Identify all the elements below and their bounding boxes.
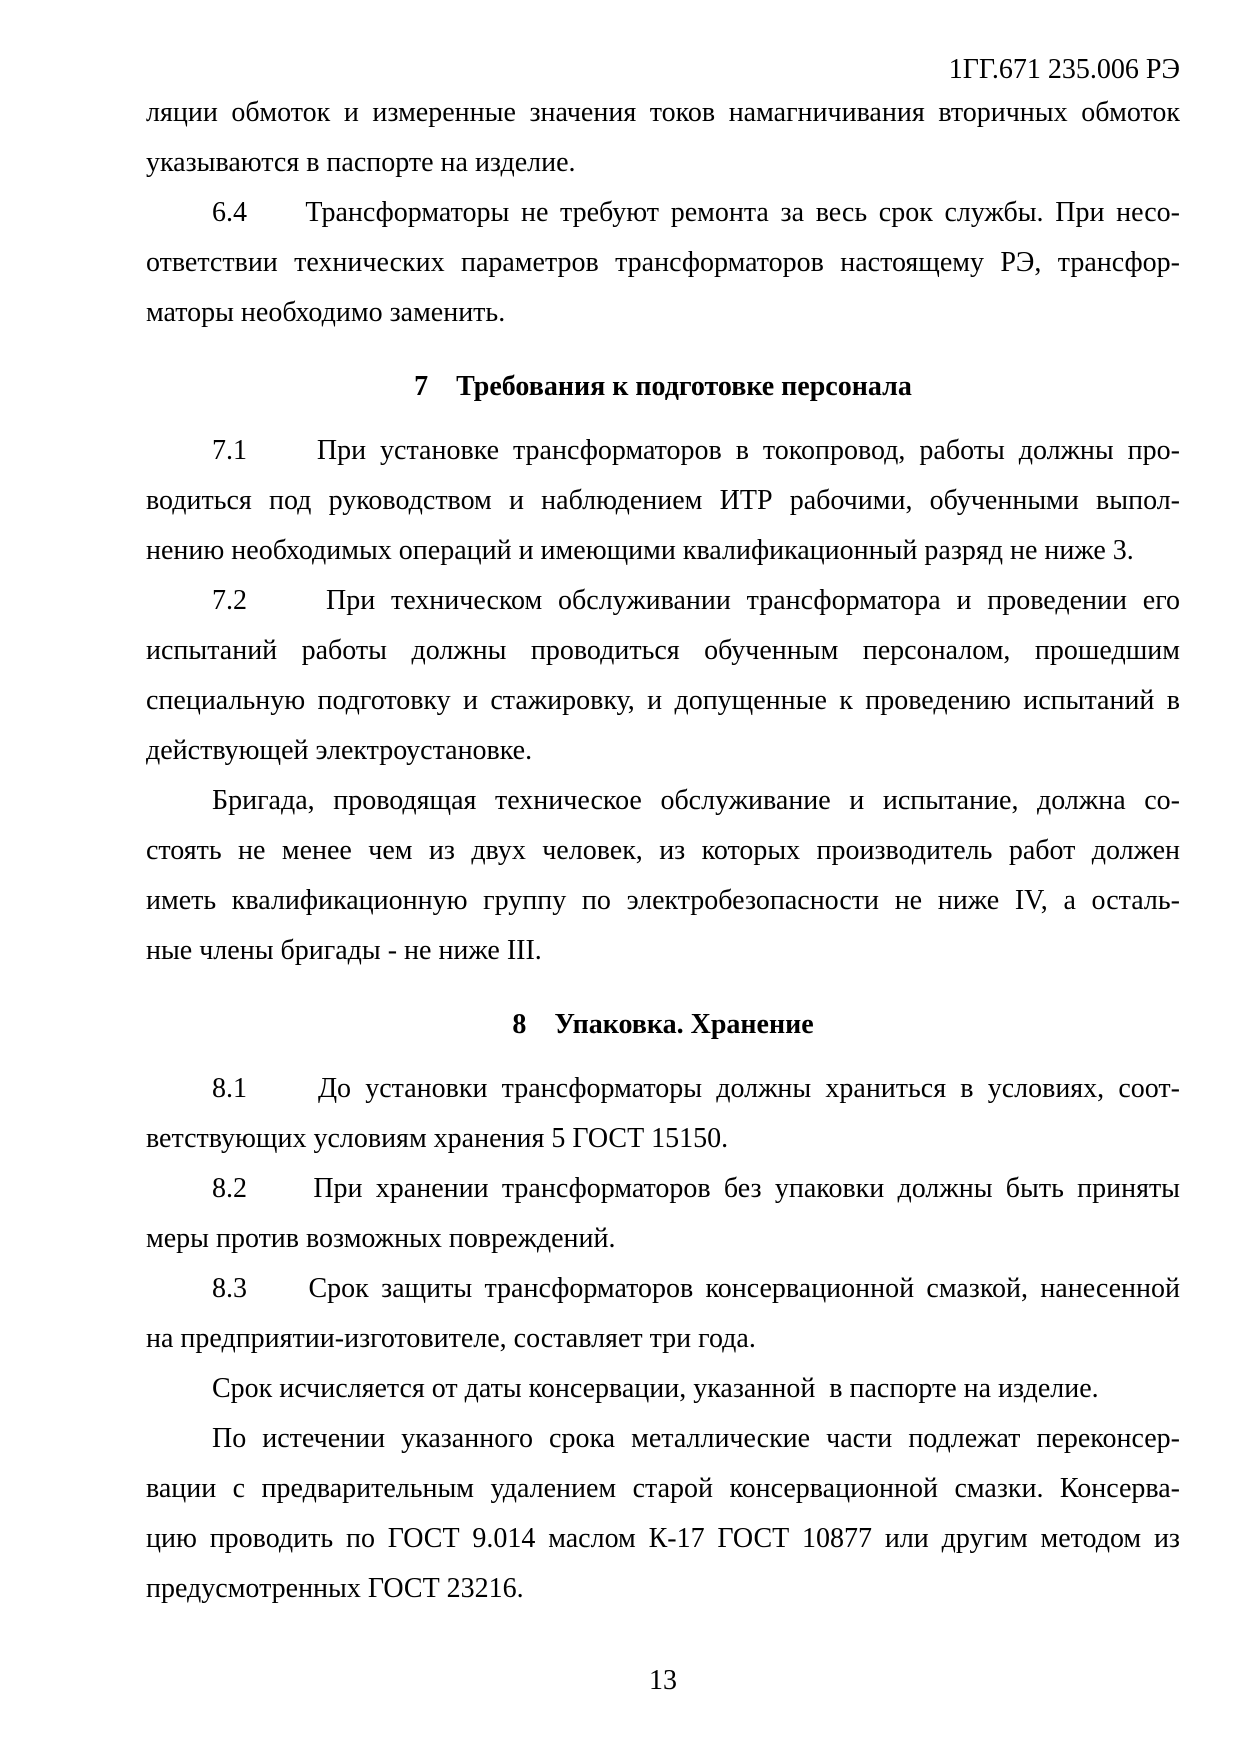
- text-line: стоять не менее чем из двух человек, из которых производитель работ должен: [146, 835, 1180, 866]
- paragraph: [146, 576, 1180, 776]
- text-line: маторы необходимо заменить.: [146, 297, 506, 328]
- document-content: [146, 52, 1180, 1614]
- text-line: 8.3 Срок защиты трансформаторов консервационной смазкой, нанесенной: [212, 1273, 1180, 1304]
- paragraph: [146, 1164, 1180, 1264]
- paragraph: [146, 1064, 1180, 1164]
- section-heading: [146, 362, 1180, 412]
- text-line: 7.1 При установке трансформаторов в токопровод, работы должны про-: [212, 435, 1180, 466]
- paragraph: [146, 88, 1180, 188]
- text-line: вации с предварительным удалением старой консервационной смазки. Консерва-: [146, 1473, 1180, 1504]
- text-line: ветствующих условиям хранения 5 ГОСТ 15150.: [146, 1123, 729, 1154]
- document-body: [146, 88, 1180, 1614]
- paragraph: [146, 1264, 1180, 1364]
- text-line: ответствии технических параметров трансформаторов настоящему РЭ, трансфор-: [146, 247, 1180, 278]
- paragraph: [146, 1364, 1180, 1414]
- paragraph: [146, 188, 1180, 338]
- section-heading: [146, 1000, 1180, 1050]
- text-line: указываются в паспорте на изделие.: [146, 147, 576, 178]
- text-line: 8.2 При хранении трансформаторов без упаковки должны быть приняты: [212, 1173, 1180, 1204]
- text-line: По истечении указанного срока металлические части подлежат переконсер-: [212, 1423, 1180, 1454]
- text-line: 8 Упаковка. Хранение: [512, 1009, 814, 1040]
- text-line: испытаний работы должны проводиться обученным персоналом, прошедшим: [146, 635, 1180, 666]
- text-line: 7 Требования к подготовке персонала: [414, 371, 912, 402]
- text-line: 7.2 При техническом обслуживании трансформатора и проведении его: [212, 585, 1180, 616]
- text-line: водиться под руководством и наблюдением ИТР рабочими, обученными выпол-: [146, 485, 1180, 516]
- paragraph: [146, 426, 1180, 576]
- text-line: цию проводить по ГОСТ 9.014 маслом К-17 ГОСТ 10877 или другим методом из: [146, 1523, 1180, 1554]
- paragraph: [146, 776, 1180, 976]
- text-line: ные члены бригады - не ниже III.: [146, 935, 542, 966]
- text-line: предусмотренных ГОСТ 23216.: [146, 1573, 524, 1604]
- page-number: 13: [649, 1665, 677, 1696]
- text-line: нению необходимых операций и имеющими квалификационный разряд не ниже 3.: [146, 535, 1134, 566]
- text-line: иметь квалификационную группу по электробезопасности не ниже IV, а осталь-: [146, 885, 1180, 916]
- text-line: ляции обмоток и измеренные значения токов намагничивания вторичных обмоток: [146, 97, 1180, 128]
- paragraph: [146, 1414, 1180, 1614]
- document-code: 1ГГ.671 235.006 РЭ: [948, 54, 1180, 85]
- text-line: меры против возможных повреждений.: [146, 1223, 616, 1254]
- text-line: действующей электроустановке.: [146, 735, 533, 766]
- text-line: Бригада, проводящая техническое обслуживание и испытание, должна со-: [212, 785, 1180, 816]
- text-line: Срок исчисляется от даты консервации, указанной в паспорте на изделие.: [212, 1373, 1099, 1404]
- text-line: 8.1 До установки трансформаторы должны храниться в условиях, соот-: [212, 1073, 1180, 1104]
- text-line: специальную подготовку и стажировку, и допущенные к проведению испытаний в: [146, 685, 1180, 716]
- text-line: на предприятии-изготовителе, составляет три года.: [146, 1323, 756, 1354]
- text-line: 6.4 Трансформаторы не требуют ремонта за весь срок службы. При несо-: [212, 197, 1180, 228]
